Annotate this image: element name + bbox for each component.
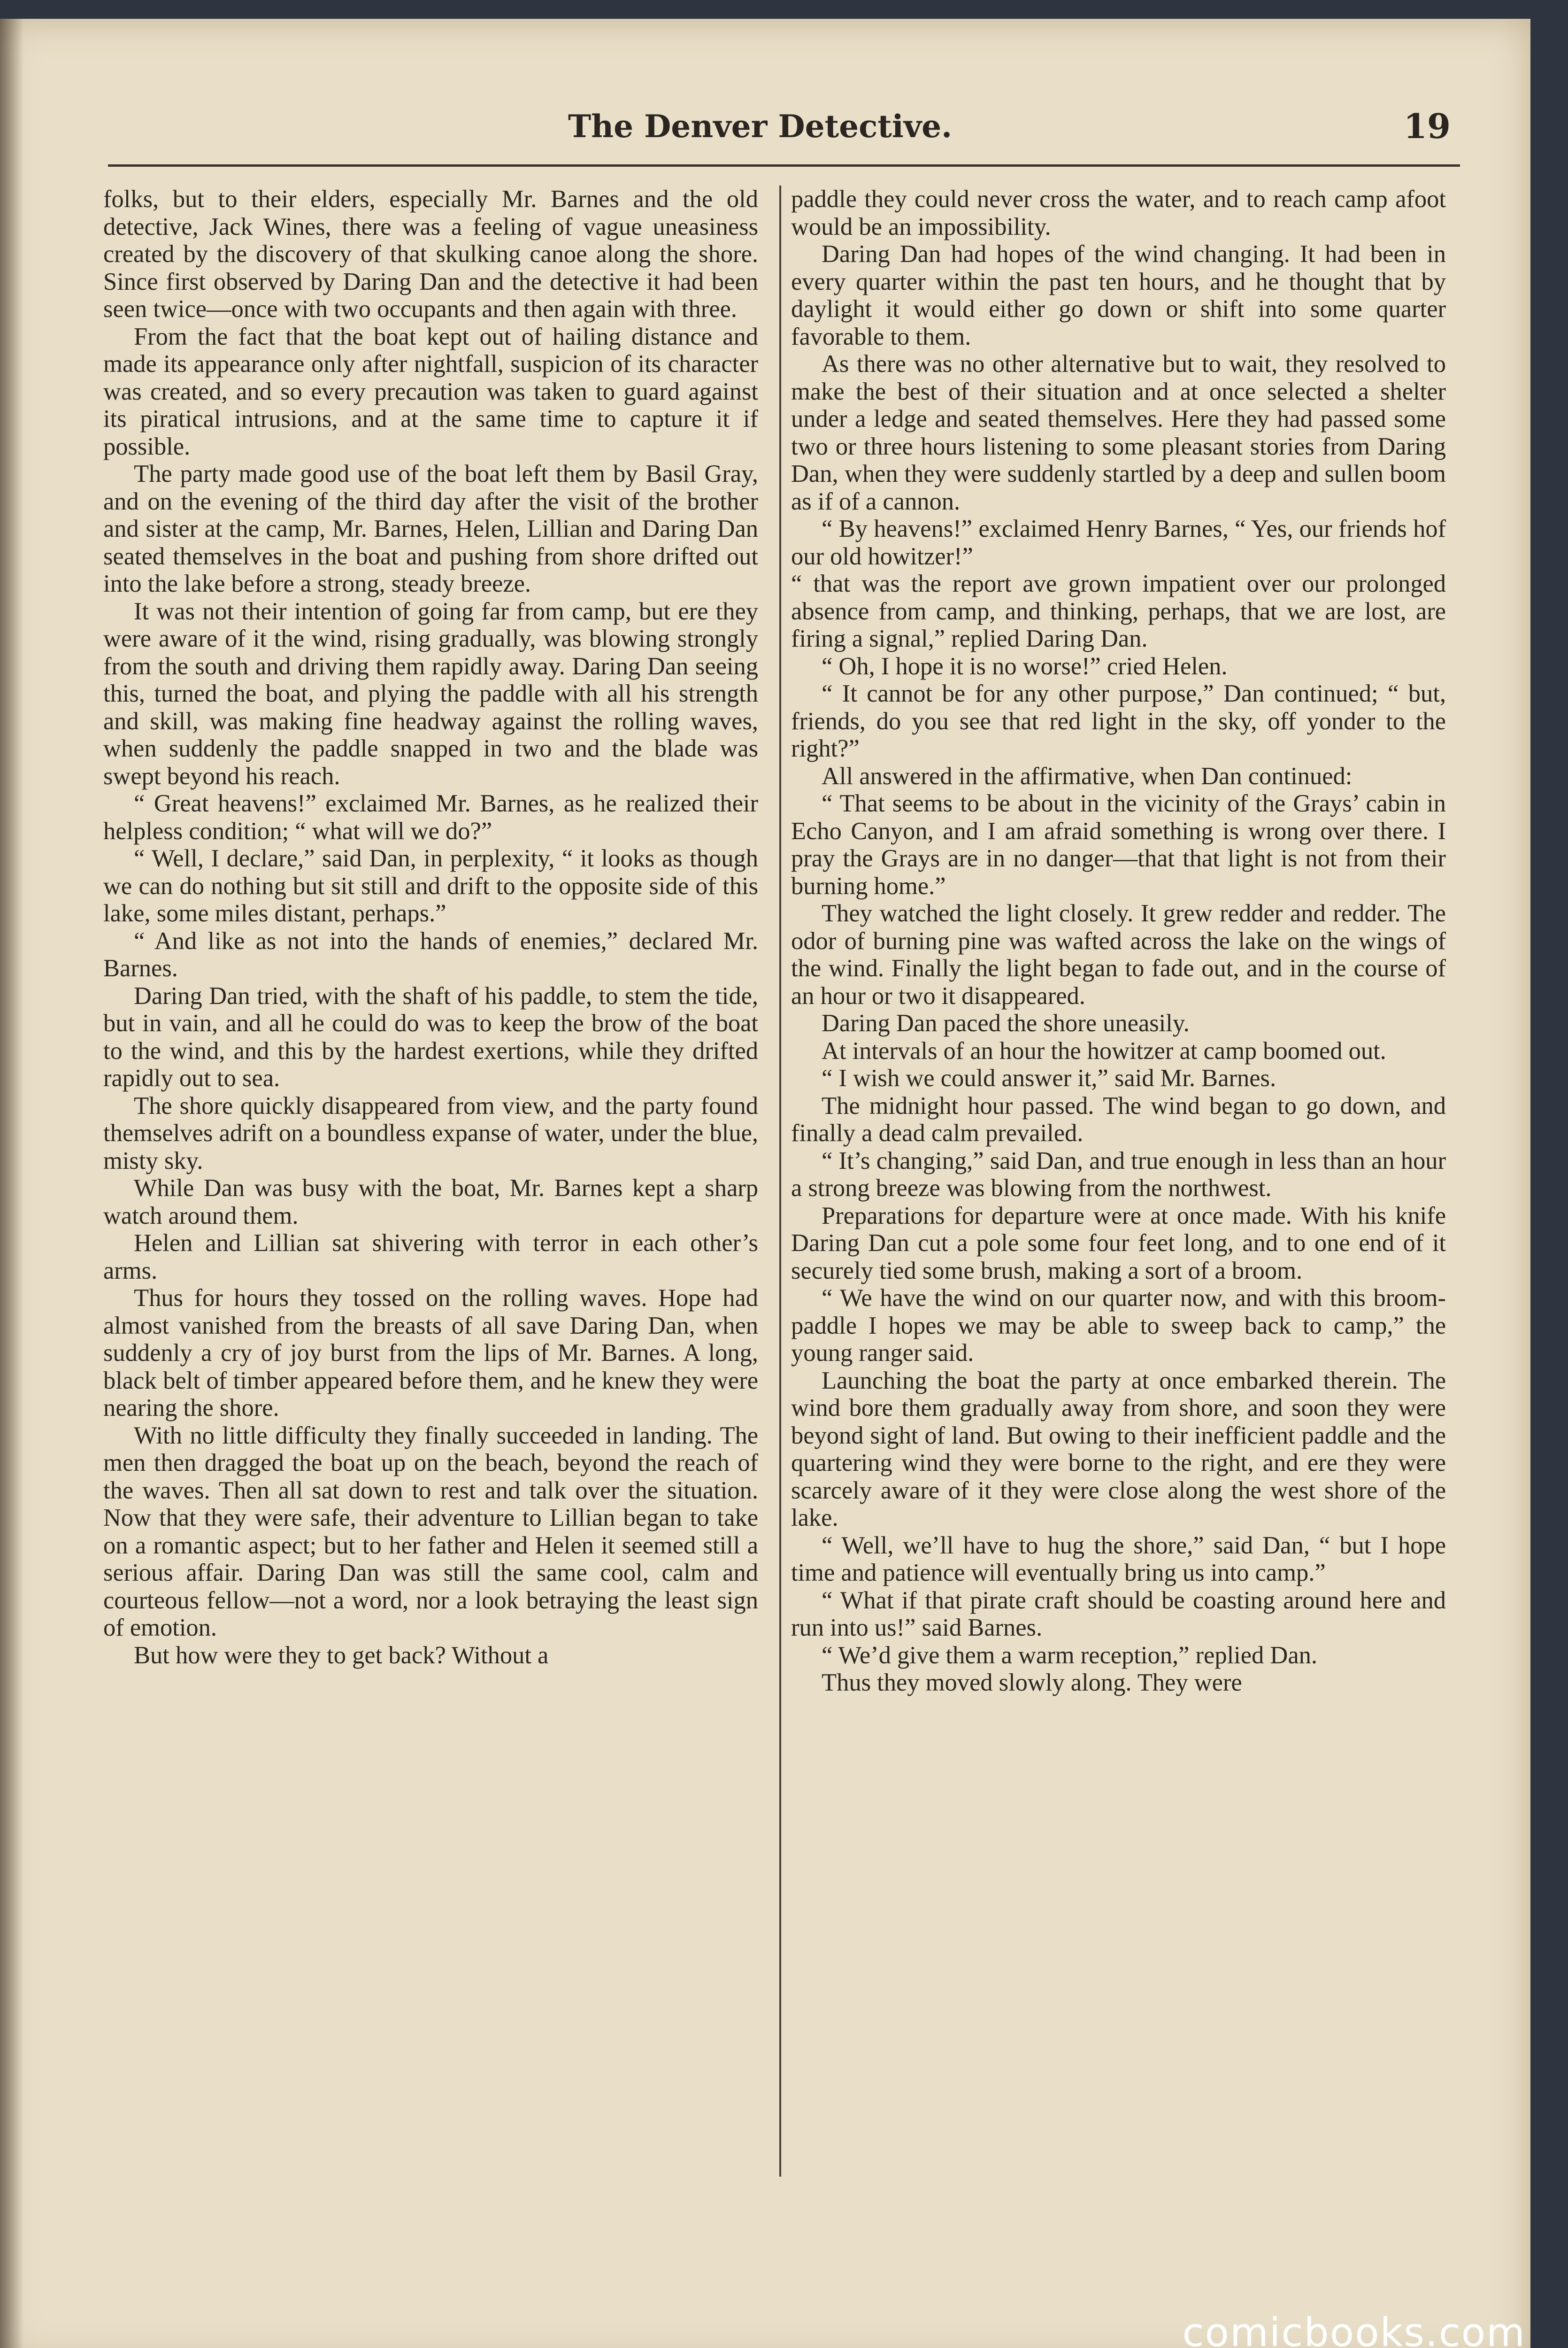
left-column xyxy=(103,185,758,1669)
paragraph: “ Great heavens!” exclaimed Mr. Barnes, as he realized their helpless condition; “ what will we do?” xyxy=(103,790,758,845)
paragraph: The party made good use of the boat left them by Basil Gray, and on the evening of the third day after the visit of the brother and sister at the camp, Mr. Barnes, Helen, Lillian and Daring Dan seated themselves in the boat and pushing from shore drifted out into the lake before a strong, steady breeze. xyxy=(103,460,758,597)
paragraph: “ It cannot be for any other purpose,” Dan continued; “ but, friends, do you see that red light in the sky, off yonder to the right?” xyxy=(791,680,1446,762)
paragraph: “ That seems to be about in the vicinity of the Grays’ cabin in Echo Canyon, and I am afraid something is wrong over there. I pray the Grays are in no danger—that that light is not from their burning home.” xyxy=(791,790,1446,900)
right-column xyxy=(791,185,1446,1697)
page-title: The Denver Detective. xyxy=(568,108,953,145)
header-rule xyxy=(108,164,1460,167)
paragraph: Thus they moved slowly along. They were xyxy=(822,1669,1242,1696)
paragraph: “ Oh, I hope it is no worse!” cried Helen. xyxy=(822,652,1228,680)
paragraph: “ Well, we’ll have to hug the shore,” said Dan, “ but I hope time and patience will eventually bring us into camp.” xyxy=(791,1531,1446,1586)
paragraph: Thus for hours they tossed on the rolling waves. Hope had almost vanished from the breasts of all save Daring Dan, when suddenly a cry of joy burst from the lips of Mr. Barnes. A long, black belt of timber appeared before them, and he knew they were nearing the shore. xyxy=(103,1284,758,1421)
paragraph: With no little difficulty they finally succeeded in landing. The men then dragged the boat up on the beach, beyond the reach of the waves. Then all sat down to rest and talk over the situation. Now that they were safe, their adventure to Lillian began to take on a romantic aspect; but to her father and Helen it seemed still a serious affair. Daring Dan was still the same cool, calm and courteous fellow—not a word, nor a look betraying the least sign of emotion. xyxy=(103,1421,758,1641)
paragraph: “ that was the report ave grown impatient over our prolonged absence from camp, and thinking, perhaps, that we are lost, are firing a signal,” replied Daring Dan. xyxy=(791,570,1446,652)
paragraph: “ And like as not into the hands of enemies,” declared Mr. Barnes. xyxy=(103,927,758,982)
paragraph: At intervals of an hour the howitzer at camp boomed out. xyxy=(822,1037,1386,1065)
paragraph: “ It’s changing,” said Dan, and true enough in less than an hour a strong breeze was blowing from the northwest. xyxy=(791,1147,1446,1202)
paragraph: “ We’d give them a warm reception,” replied Dan. xyxy=(822,1641,1318,1669)
paragraph: “ We have the wind on our quarter now, and with this broom-paddle I hopes we may be able to sweep back to camp,” the young ranger said. xyxy=(791,1284,1446,1367)
paragraph: They watched the light closely. It grew redder and redder. The odor of burning pine was wafted across the lake on the wings of the wind. Finally the light began to fade out, and in the course of an hour or two it disappeared. xyxy=(791,900,1446,1010)
watermark: comicbooks.com xyxy=(1182,2309,1526,2348)
paragraph: As there was no other alternative but to wait, they resolved to make the best of their situation and at once selected a shelter under a ledge and seated themselves. Here they had passed some two or three hours listening to some pleasant stories from Daring Dan, when they were suddenly startled by a deep and sullen boom as if of a cannon. xyxy=(791,350,1446,515)
paragraph: From the fact that the boat kept out of hailing distance and made its appearance only after nightfall, suspicion of its character was created, and so every precaution was taken to guard against its piratical intrusions, and at the same time to capture it if possible. xyxy=(103,323,758,460)
paragraph: The midnight hour passed. The wind began to go down, and finally a dead calm prevailed. xyxy=(791,1092,1446,1147)
paragraph: Daring Dan tried, with the shaft of his paddle, to stem the tide, but in vain, and all he could do was to keep the brow of the boat to the wind, and this by the hardest exertions, while they drifted rapidly out to sea. xyxy=(103,982,758,1092)
paragraph: While Dan was busy with the boat, Mr. Barnes kept a sharp watch around them. xyxy=(103,1174,758,1229)
paragraph: Preparations for departure were at once made. With his knife Daring Dan cut a pole some four feet long, and to one end of it securely tied some brush, making a sort of a broom. xyxy=(791,1202,1446,1284)
paragraph: But how were they to get back? Without a xyxy=(134,1641,549,1669)
paragraph: folks, but to their elders, especially Mr. Barnes and the old detective, Jack Wines, there was a feeling of vague uneasiness created by the discovery of that skulking canoe along the shore. Since first observed by Daring Dan and the detective it had been seen twice—once with two occupants and then again with three. xyxy=(103,185,758,323)
paragraph: “ I wish we could answer it,” said Mr. Barnes. xyxy=(822,1065,1276,1092)
paragraph: The shore quickly disappeared from view, and the party found themselves adrift on a boundless expanse of water, under the blue, misty sky. xyxy=(103,1092,758,1174)
paragraph: “ Well, I declare,” said Dan, in perplexity, “ it looks as though we can do nothing but sit still and drift to the opposite side of this lake, some miles distant, perhaps.” xyxy=(103,845,758,927)
paragraph: It was not their intention of going far from camp, but ere they were aware of it the wind, rising gradually, was blowing strongly from the south and driving them rapidly away. Daring Dan seeing this, turned the boat, and plying the paddle with all his strength and skill, was making fine headway against the rolling waves, when suddenly the paddle snapped in two and the blade was swept beyond his reach. xyxy=(103,597,758,790)
paragraph: Daring Dan paced the shore uneasily. xyxy=(822,1010,1190,1037)
paragraph: “ What if that pirate craft should be coasting around here and run into us!” said Barnes. xyxy=(791,1586,1446,1641)
page-number: 19 xyxy=(1403,106,1451,146)
page-header xyxy=(108,103,1460,155)
column-divider xyxy=(779,185,781,2177)
page-edge-shadow xyxy=(0,19,23,2348)
paragraph: Launching the boat the party at once embarked therein. The wind bore them gradually away from shore, and soon they were beyond sight of land. But owing to their inefficient paddle and the quartering wind they were borne to the right, and ere they were scarcely aware of it they were close along the west shore of the lake. xyxy=(791,1367,1446,1531)
paragraph: Helen and Lillian sat shivering with terror in each other’s arms. xyxy=(103,1229,758,1284)
paragraph: All answered in the affirmative, when Dan continued: xyxy=(822,762,1353,790)
paragraph: paddle they could never cross the water, and to reach camp afoot would be an impossibility. xyxy=(791,185,1446,240)
paragraph: “ By heavens!” exclaimed Henry Barnes, “ Yes, our friends hof our old howitzer!” xyxy=(791,515,1446,570)
paragraph: Daring Dan had hopes of the wind changing. It had been in every quarter within the past ten hours, and he thought that by daylight it would either go down or shift into some quarter favorable to them. xyxy=(791,240,1446,350)
